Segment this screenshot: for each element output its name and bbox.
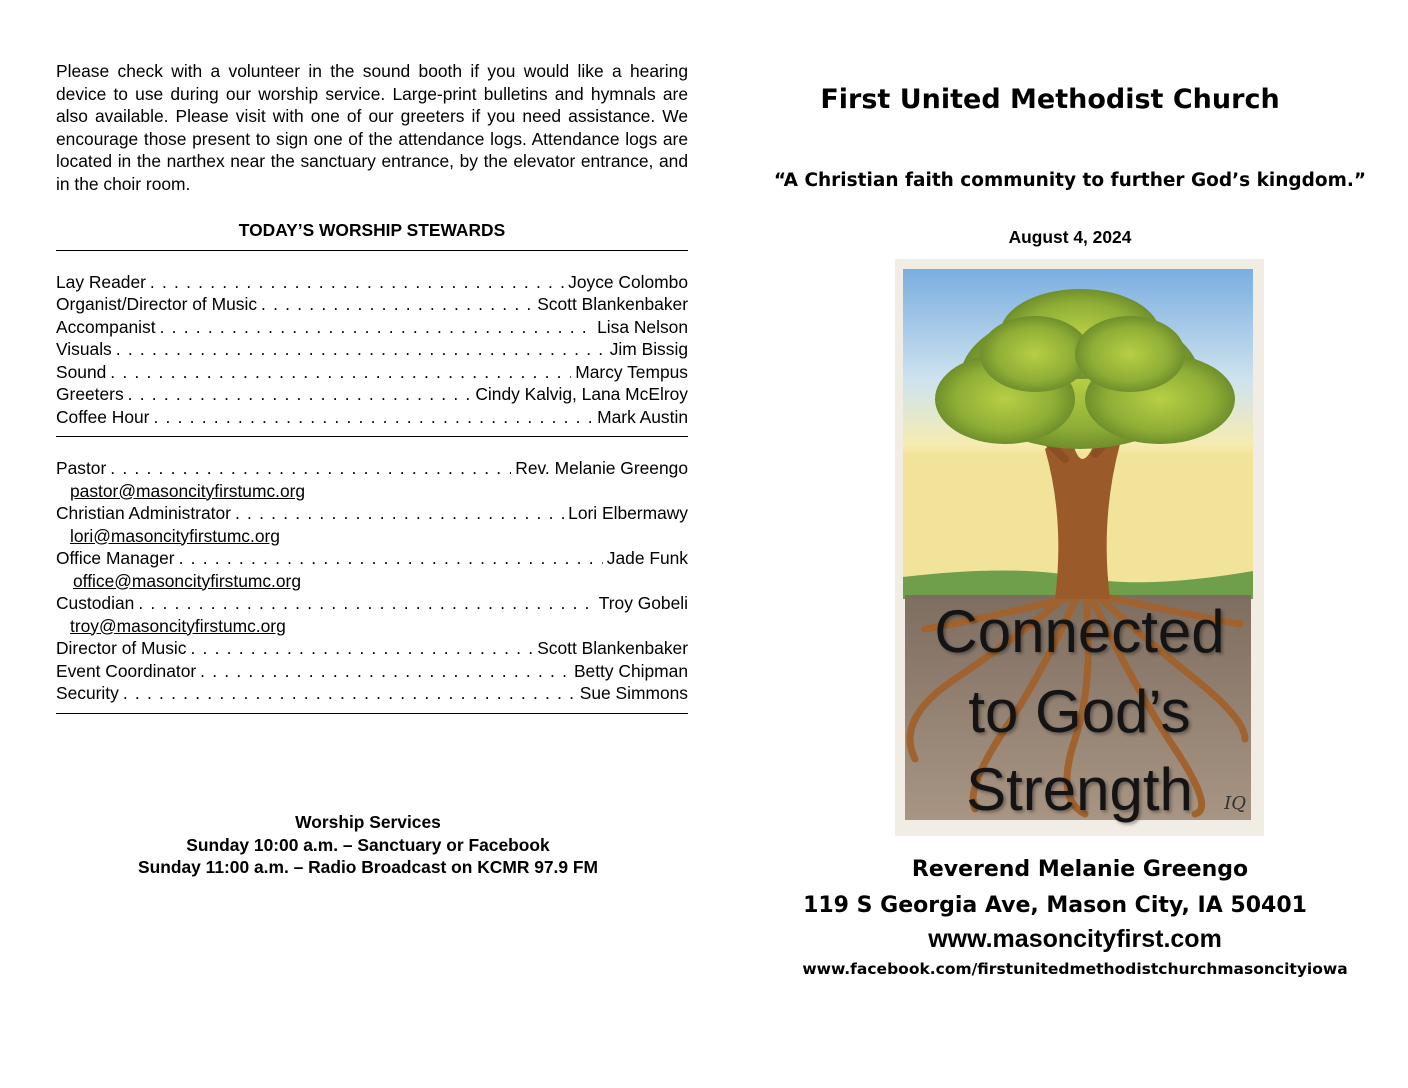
email-link[interactable]: troy@masoncityfirstumc.org (70, 615, 286, 636)
staff-row (56, 682, 688, 705)
person-name: Betty Chipman (573, 660, 688, 681)
website-link[interactable]: www.masoncityfirst.com (928, 925, 1222, 953)
role-label: Pastor (56, 458, 107, 478)
leader-dots (128, 383, 472, 406)
intro-paragraph: Please check with a volunteer in the sound booth if you would like a hearing device to use during our worship service. Large-print bulletins and hymnals are also available. Please visit with one of our greeters if you need assistance. We encourage those present to sign one of the attendance logs. Attendance logs are located in the narthex near the sanctuary entrance, by the elevator entrance, and in the choir room. (56, 61, 688, 194)
facebook-link[interactable]: www.facebook.com/firstunitedmethodistchurchmasoncityiowa (802, 960, 1348, 978)
leader-dots (190, 637, 533, 660)
person-name: Rev. Melanie Greengo (515, 458, 688, 478)
steward-row (56, 383, 688, 406)
role-label: Office Manager (56, 548, 175, 568)
role-label: Visuals (56, 339, 112, 359)
bulletin-date: August 4, 2024 (1008, 227, 1132, 247)
divider (56, 713, 688, 714)
person-name: Cindy Kalvig, Lana McElroy (475, 384, 688, 404)
leader-dots (138, 592, 594, 615)
church-motto: “A Christian faith community to further God’s kingdom.” (773, 170, 1367, 191)
person-name: Sue Simmons (579, 683, 688, 703)
stewards-list (56, 271, 688, 429)
role-label: Greeters (56, 384, 124, 404)
leader-dots (200, 660, 570, 683)
leader-dots (110, 457, 511, 480)
person-name: Troy Gobeli (598, 593, 688, 613)
role-label: Director of Music (56, 638, 187, 658)
leader-dots (235, 502, 564, 525)
person-name: Joyce Colombo (568, 271, 688, 292)
worship-services (56, 811, 680, 879)
staff-list (56, 457, 688, 705)
artwork-title-line-3: Strength (966, 756, 1193, 823)
steward-row (56, 338, 688, 361)
leader-dots (150, 271, 564, 294)
person-name: Scott Blankenbaker (537, 638, 688, 658)
cover-artwork (895, 259, 1264, 836)
artwork-title-line-1: Connected (934, 598, 1225, 665)
tree-painting (895, 259, 1264, 836)
leader-dots (110, 361, 571, 384)
person-name: Mark Austin (597, 406, 688, 427)
role-label: Organist/Director of Music (56, 294, 258, 314)
leader-dots (123, 682, 576, 705)
leader-dots (116, 338, 606, 361)
steward-row (56, 271, 688, 294)
staff-row (56, 502, 688, 525)
leader-dots (160, 316, 594, 339)
leader-dots (153, 406, 593, 429)
stewards-heading: TODAY’S WORSHIP STEWARDS (238, 220, 506, 240)
email-link[interactable]: office@masoncityfirstumc.org (73, 570, 302, 591)
church-name: First United Methodist Church (820, 84, 1280, 115)
services-title: Worship Services (295, 812, 441, 832)
staff-row (56, 592, 688, 615)
person-name: Jade Funk (606, 548, 688, 568)
divider (56, 250, 688, 251)
leader-dots (179, 547, 603, 570)
role-label: Event Coordinator (56, 660, 197, 681)
artwork-title-line-2: to God’s (968, 678, 1191, 745)
person-name: Scott Blankenbaker (537, 294, 688, 314)
staff-row (56, 660, 688, 683)
church-address: 119 S Georgia Ave, Mason City, IA 50401 (803, 893, 1307, 918)
services-line-2: Sunday 11:00 a.m. – Radio Broadcast on KCMR 97.9 FM (137, 857, 598, 877)
role-label: Lay Reader (56, 271, 146, 292)
staff-row (56, 547, 688, 570)
divider (56, 436, 688, 437)
role-label: Security (56, 683, 119, 703)
services-line-1: Sunday 10:00 a.m. – Sanctuary or Facebook (186, 834, 550, 855)
artist-signature: IQ (1224, 793, 1246, 814)
email-link[interactable]: lori@masoncityfirstumc.org (70, 525, 280, 546)
role-label: Coffee Hour (56, 406, 150, 427)
staff-row (56, 637, 688, 660)
person-name: Lisa Nelson (597, 316, 688, 337)
role-label: Sound (56, 361, 107, 382)
pastor-name: Reverend Melanie Greengo (911, 857, 1249, 882)
steward-row (56, 316, 688, 339)
person-name: Lori Elbermawy (568, 503, 688, 523)
person-name: Jim Bissig (609, 339, 688, 359)
steward-row (56, 361, 688, 384)
staff-row (56, 457, 688, 480)
role-label: Christian Administrator (56, 503, 231, 523)
email-link[interactable]: pastor@masoncityfirstumc.org (70, 480, 306, 501)
leader-dots (261, 293, 533, 316)
steward-row (56, 293, 688, 316)
left-panel (56, 60, 688, 714)
person-name: Marcy Tempus (575, 361, 688, 382)
role-label: Custodian (56, 593, 135, 613)
steward-row (56, 406, 688, 429)
role-label: Accompanist (56, 316, 156, 337)
